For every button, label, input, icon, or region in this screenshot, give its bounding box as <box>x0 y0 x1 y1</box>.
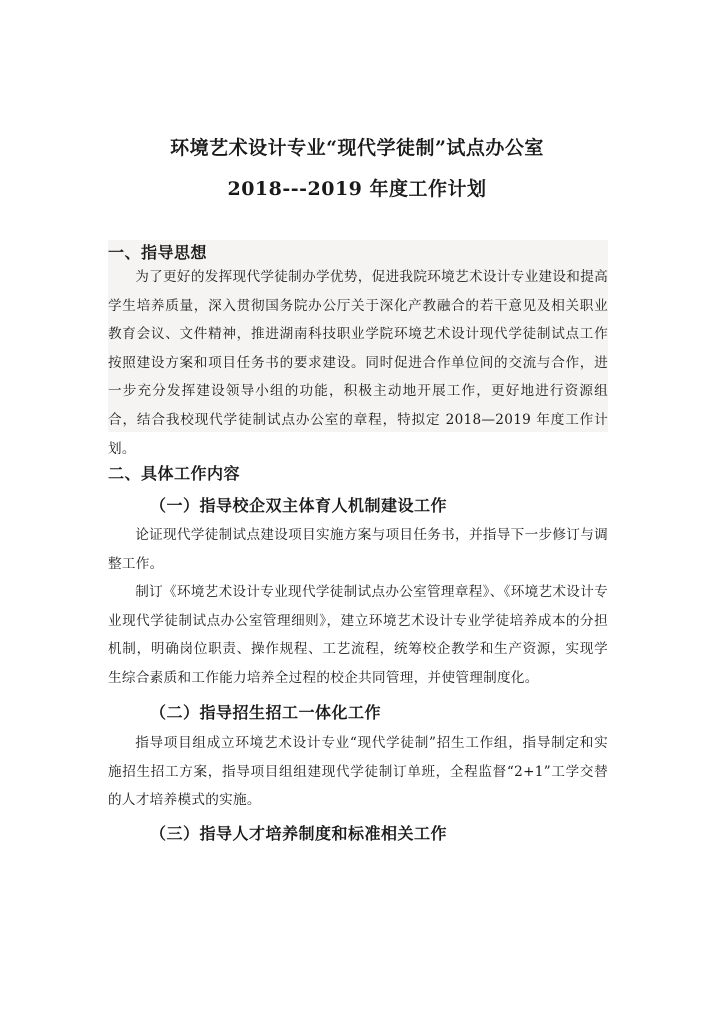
subsection-heading-enrollment: （二）指导招生招工一体化工作 <box>150 703 382 722</box>
document-subtitle: 2018---2019 年度工作计划 <box>227 178 487 200</box>
paragraph-dual-subject-1: 论证现代学徒制试点建设项目实施方案与项目任务书，并指导下一步修订与调整工作。 <box>108 527 608 572</box>
paragraph-enrollment: 指导项目组成立环境艺术设计专业“现代学徒制”招生工作组，指导制定和实施招生招工方案，指导项目组组建现代学徒制订单班，全程监督“2+1”工学交替的人才培养模式的实施。 <box>108 735 608 809</box>
subsection-heading-dual-subject: （一）指导校企双主体育人机制建设工作 <box>150 496 448 515</box>
section-heading-work-content: 二、具体工作内容 <box>108 464 241 483</box>
document-title: 环境艺术设计专业“现代学徒制”试点办公室 <box>170 137 544 159</box>
paragraph-guiding-ideology: 为了更好的发挥现代学徒制办学优势，促进我院环境艺术设计专业建设和提高学生培养质量，深入贯彻国务院办公厅关于深化产教融合的若干意见及相关职业教育会议、文件精神，推进湖南科技职业学院环境艺术设计现代学徒制试点工作按照建设方案和项目任务书的要求建设。同时促进合作单位间的交流与合作，进一步充分发挥建设领导小组的功能，积极主动地开展工作，更好地进行资源组合，结合我校现代学徒制试点办公室的章程，特拟定 2018—2019 年度工作计划。 <box>108 269 608 457</box>
section-heading-guiding-ideology: 一、指导思想 <box>108 243 208 262</box>
paragraph-dual-subject-2: 制订《环境艺术设计专业现代学徒制试点办公室管理章程》、《环境艺术设计专业现代学徒制试点办公室管理细则》，建立环境艺术设计专业学徒培养成本的分担机制，明确岗位职责、操作规程、工艺流程，统筹校企教学和生产资源，实现学生综合素质和工作能力培养全过程的校企共同管理，并使管理制度化。 <box>108 584 608 686</box>
subsection-heading-talent-standards: （三）指导人才培养制度和标准相关工作 <box>150 824 448 843</box>
